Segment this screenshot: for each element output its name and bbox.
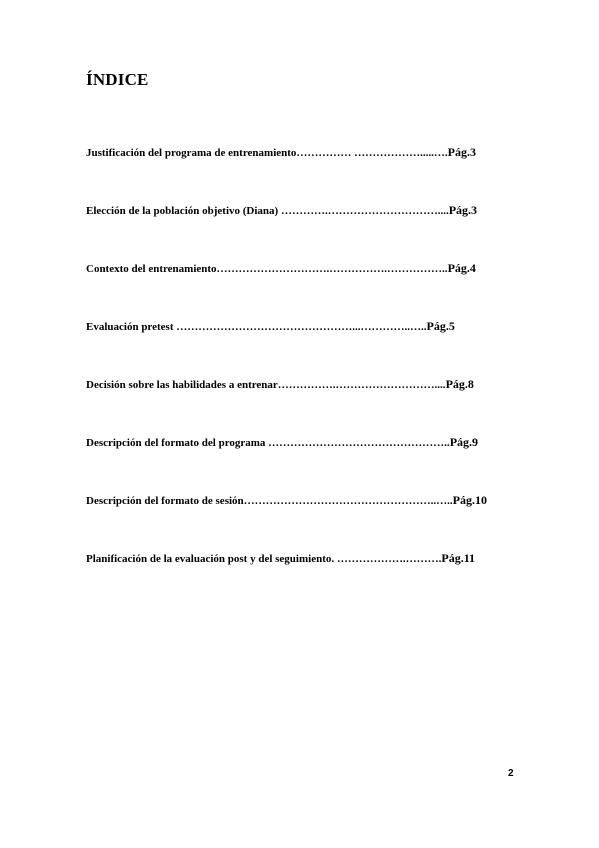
toc-entry-page: Pág.11	[441, 551, 476, 565]
index-title: ÍNDICE	[86, 70, 149, 89]
toc-entry-page: Pág.10	[452, 493, 487, 507]
toc-entry-text: Elección de la población objetivo (Diana) ………….…………………………....	[86, 205, 449, 217]
toc-entry-text: Decisión sobre las habilidades a entrenar…………….………………………....	[86, 379, 446, 391]
toc-entry-text: Evaluación pretest …………………………………………...…………..…..	[86, 321, 427, 333]
toc-entry-text: Contexto del entrenamiento………………………….…………….……………..	[86, 263, 448, 275]
toc-entry-page: Pág.8	[445, 377, 474, 391]
toc-entry-evaluacion-pretest[interactable]	[86, 319, 455, 334]
toc-entry-page: Pág.3	[448, 203, 478, 217]
toc-entry-text: Descripción del formato del programa …………………………………………..	[86, 437, 450, 449]
toc-entry-text: Descripción del formato de sesión……………………………………………..…..	[86, 495, 453, 507]
toc-entry-text: Justificación del programa de entrenamiento…………… ……………….....….	[86, 147, 448, 159]
toc-entry-page: Pág.4	[447, 261, 476, 275]
toc-entry-formato-programa[interactable]	[86, 435, 478, 450]
toc-entry-page: Pág.9	[449, 435, 479, 449]
toc-entry-planificacion[interactable]	[86, 551, 475, 566]
toc-entry-page: Pág.3	[447, 145, 477, 159]
toc-entry-page: Pág.5	[426, 319, 455, 333]
toc-entry-eleccion[interactable]	[86, 203, 477, 218]
toc-entry-formato-sesion[interactable]	[86, 493, 487, 508]
page-number: 2	[508, 768, 514, 779]
toc-entry-justificacion[interactable]	[86, 145, 476, 160]
toc-entry-decision[interactable]	[86, 377, 474, 392]
toc-entry-contexto[interactable]	[86, 261, 476, 276]
toc-entry-text: Planificación de la evaluación post y del seguimiento. ……………….……….	[86, 553, 442, 565]
